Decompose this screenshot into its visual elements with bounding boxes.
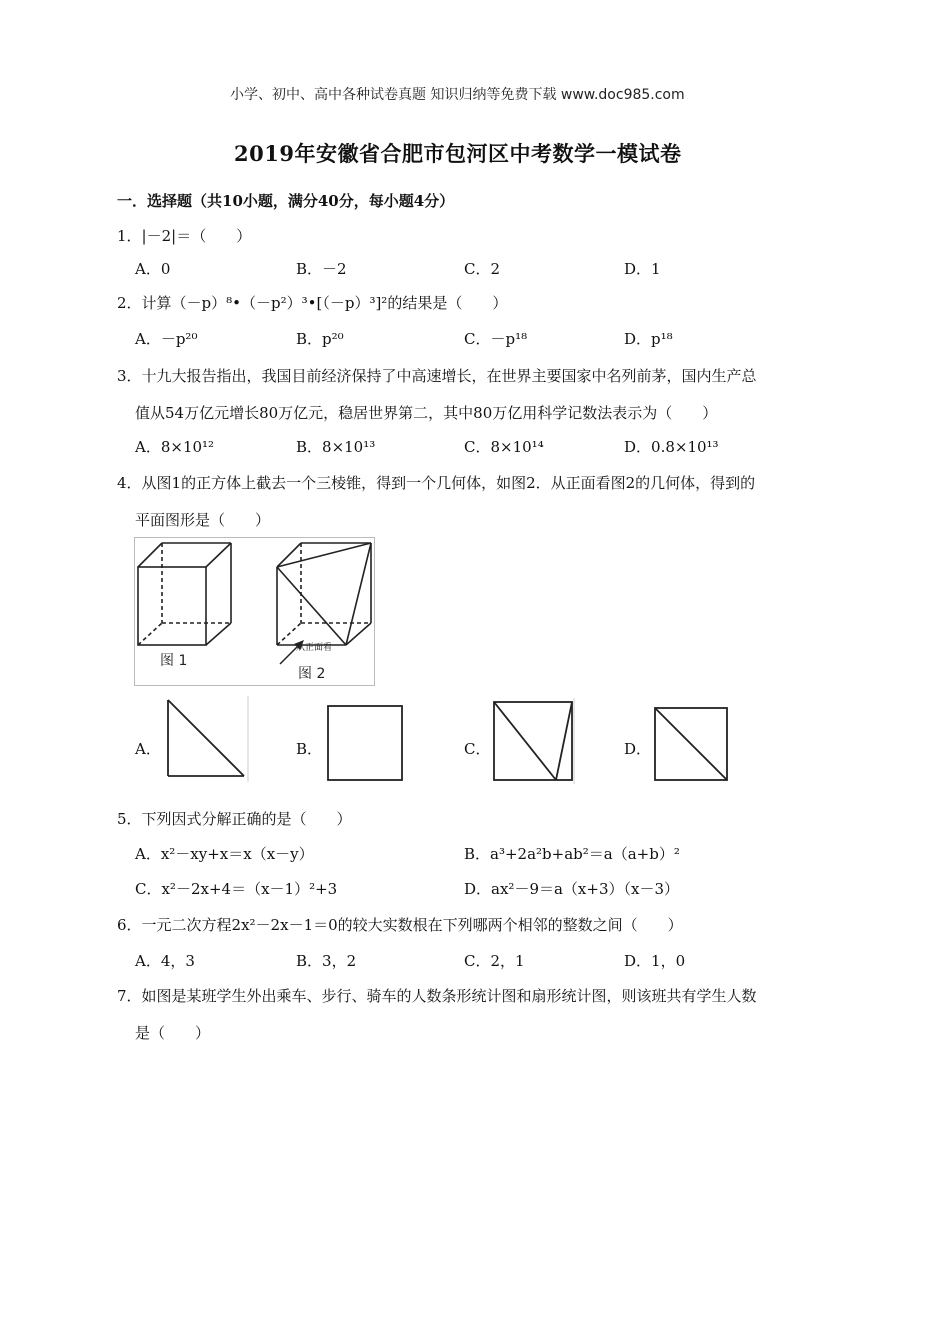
q4-option-a-figure[interactable] xyxy=(158,696,250,782)
question-1: 1．|－2|＝（ ） xyxy=(117,227,252,245)
cube-figures xyxy=(134,537,376,687)
q1-option-b[interactable]: B．－2 xyxy=(296,260,347,278)
q4-option-c-figure[interactable] xyxy=(490,698,580,784)
q4-option-b-figure[interactable] xyxy=(322,700,406,782)
q3-option-d[interactable]: D．0.8×10¹³ xyxy=(624,438,719,456)
q5-option-b[interactable]: B．a³+2a²b+ab²＝a（a+b）² xyxy=(464,845,680,863)
question-2: 2．计算（－p）⁸•（－p²）³•[（－p）³]²的结果是（ ） xyxy=(117,294,508,312)
figure-1-label: 图 1 xyxy=(160,653,188,669)
q4-option-a[interactable]: A． xyxy=(135,740,161,758)
q6-option-a[interactable]: A．4，3 xyxy=(135,952,195,970)
q5-option-d[interactable]: D．ax²－9＝a（x+3）（x－3） xyxy=(464,880,680,898)
question-4-line-1: 4．从图1的正方体上截去一个三棱锥，得到一个几何体，如图2．从正面看图2的几何体，得到的 xyxy=(117,474,756,492)
figure-1-cube xyxy=(138,543,231,645)
q4-option-c[interactable]: C． xyxy=(464,740,491,758)
question-4-line-2: 平面图形是（ ） xyxy=(135,511,271,529)
q5-option-a[interactable]: A．x²－xy+x＝x（x－y） xyxy=(135,845,314,863)
q1-option-c[interactable]: C．2 xyxy=(464,260,501,278)
q2-option-c[interactable]: C．－p¹⁸ xyxy=(464,330,528,348)
q6-option-d[interactable]: D．1，0 xyxy=(624,952,686,970)
q5-option-c[interactable]: C．x²－2x+4＝（x－1）²+3 xyxy=(135,880,338,898)
question-7-line-1: 7．如图是某班学生外出乘车、步行、骑车的人数条形统计图和扇形统计图，则该班共有学生人数 xyxy=(117,987,757,1005)
q4-option-d-figure[interactable] xyxy=(650,702,730,784)
question-5: 5．下列因式分解正确的是（ ） xyxy=(117,810,352,828)
q1-option-a[interactable]: A．0 xyxy=(135,260,171,278)
figure-2-solid xyxy=(277,543,371,645)
q2-option-b[interactable]: B．p²⁰ xyxy=(296,330,344,348)
q3-option-c[interactable]: C．8×10¹⁴ xyxy=(464,438,544,456)
q6-option-b[interactable]: B．3，2 xyxy=(296,952,357,970)
q6-option-c[interactable]: C．2，1 xyxy=(464,952,525,970)
page-title: 2019年安徽省合肥市包河区中考数学一模试卷 xyxy=(234,141,682,166)
q3-option-a[interactable]: A．8×10¹² xyxy=(135,438,215,456)
q3-option-b[interactable]: B．8×10¹³ xyxy=(296,438,376,456)
q4-option-d[interactable]: D． xyxy=(624,740,652,758)
figure-2-label: 图 2 xyxy=(298,666,326,682)
question-3-line-1: 3．十九大报告指出，我国目前经济保持了中高速增长，在世界主要国家中名列前茅，国内生产总 xyxy=(117,367,757,385)
q4-option-b[interactable]: B． xyxy=(296,740,323,758)
arrow-label: 从正面看 xyxy=(296,643,333,653)
question-7-line-2: 是（ ） xyxy=(135,1024,211,1042)
q1-option-d[interactable]: D．1 xyxy=(624,260,661,278)
question-3-line-2: 值从54万亿元增长80万亿元，稳居世界第二，其中80万亿用科学记数法表示为（ ） xyxy=(135,404,718,422)
question-6: 6．一元二次方程2x²－2x－1＝0的较大实数根在下列哪两个相邻的整数之间（ ） xyxy=(117,916,683,934)
q2-option-a[interactable]: A．－p²⁰ xyxy=(135,330,198,348)
q2-option-d[interactable]: D．p¹⁸ xyxy=(624,330,673,348)
page-header: 小学、初中、高中各种试卷真题 知识归纳等免费下载 www.doc985.com xyxy=(230,87,685,103)
section-heading: 一．选择题（共10小题，满分40分，每小题4分） xyxy=(117,192,455,210)
